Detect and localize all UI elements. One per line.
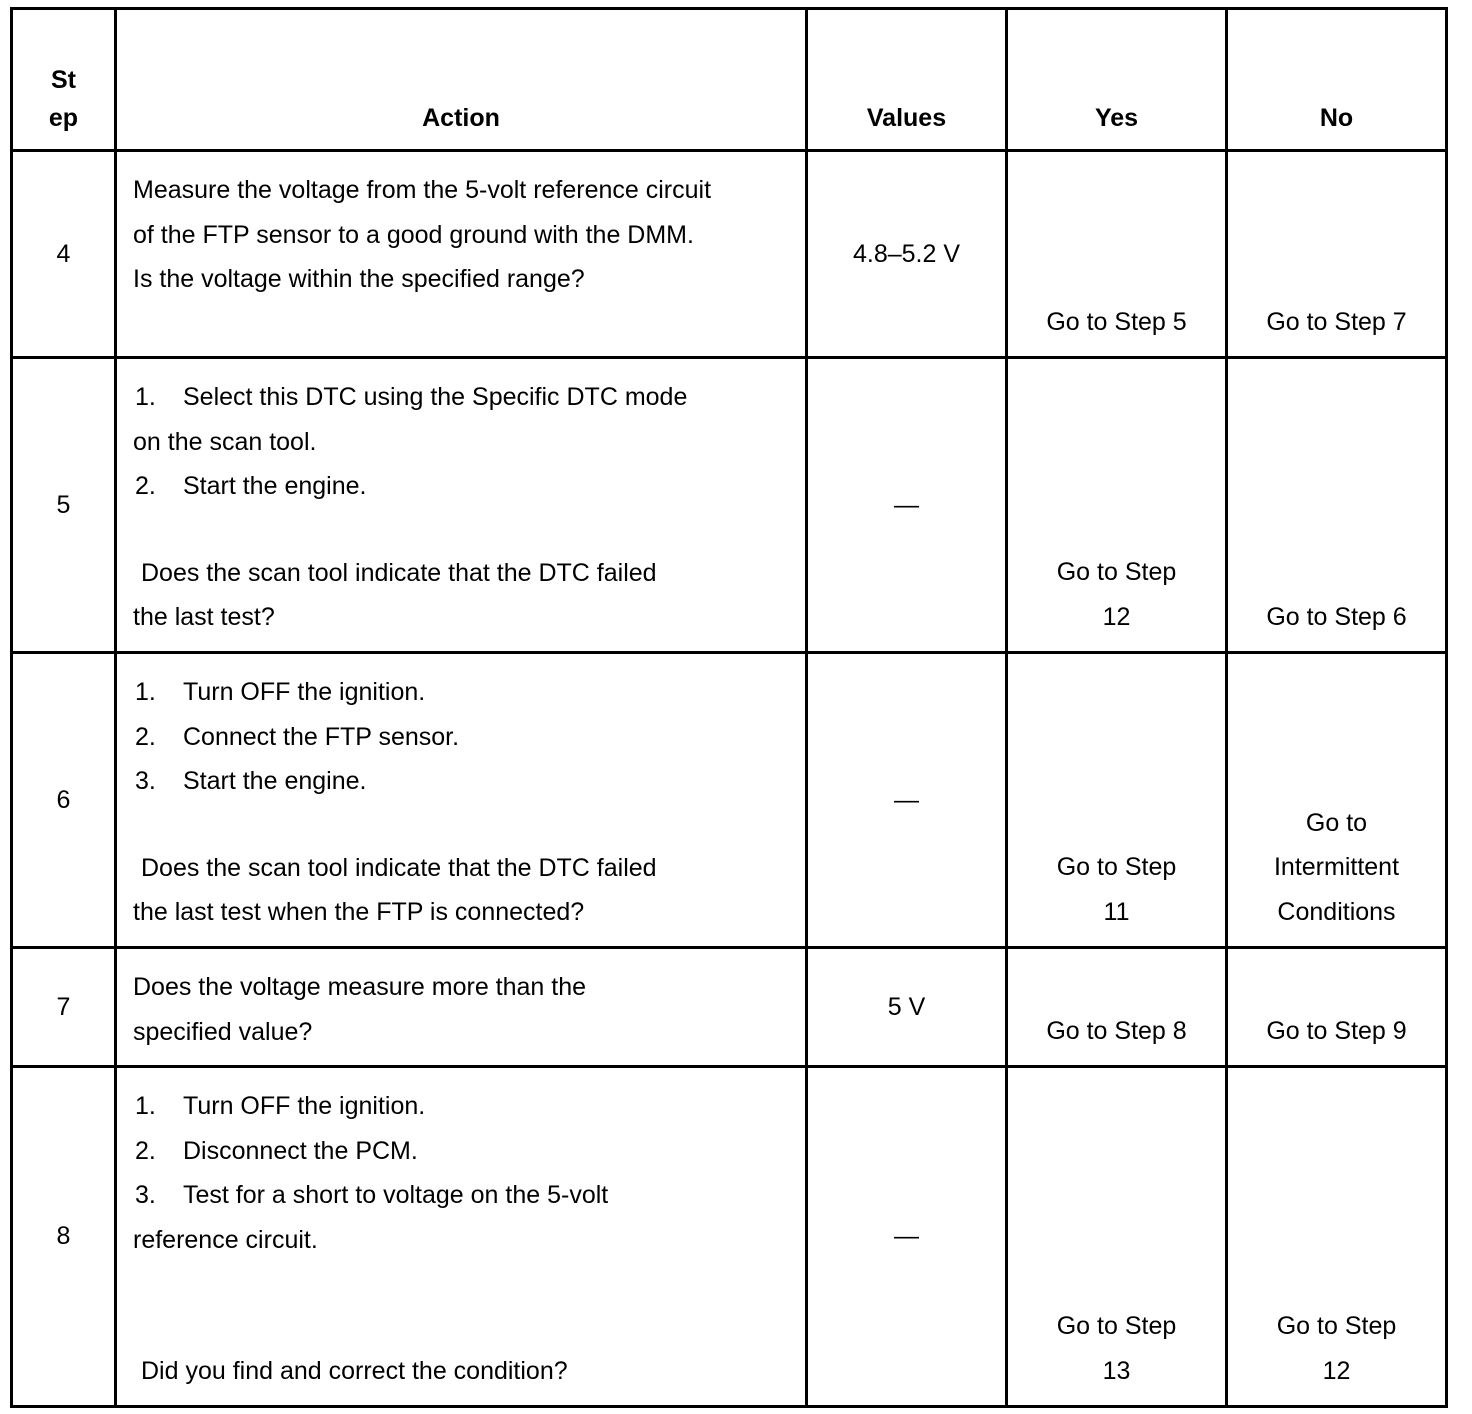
header-values: Values	[807, 9, 1007, 151]
values-cell: —	[807, 653, 1007, 948]
list-item	[133, 464, 793, 509]
yes-line-1: Go to Step	[1056, 558, 1177, 586]
yes-cell: Go to Step 8	[1007, 948, 1227, 1067]
header-step-line-2: ep	[48, 104, 79, 132]
no-cell: Go to Step 6	[1227, 358, 1447, 653]
no-cell	[1227, 653, 1447, 948]
list-number: 2.	[135, 472, 156, 500]
header-step	[12, 9, 116, 151]
header-yes: Yes	[1007, 9, 1227, 151]
header-action: Action	[116, 9, 807, 151]
list-number: 1.	[135, 383, 156, 411]
diagnostic-table	[10, 7, 1448, 1408]
list-item	[133, 1084, 793, 1129]
step-number: 6	[12, 653, 116, 948]
no-line-2: Intermittent	[1273, 853, 1400, 881]
list-item	[133, 1129, 793, 1174]
header-row	[12, 9, 1447, 151]
no-line-3: Conditions	[1277, 897, 1396, 926]
yes-cell	[1007, 358, 1227, 653]
question-text: Did you find and correct the condition?	[141, 1357, 568, 1385]
action-cell	[116, 948, 807, 1067]
step-number: 4	[12, 151, 116, 358]
no-cell: Go to Step 9	[1227, 948, 1447, 1067]
values-cell: 5 V	[807, 948, 1007, 1067]
yes-cell: Go to Step 5	[1007, 151, 1227, 358]
yes-cell	[1007, 1067, 1227, 1407]
action-cell	[116, 358, 807, 653]
action-line-2: specified value?	[133, 1017, 313, 1046]
list-number: 2.	[135, 722, 156, 751]
table-row	[12, 151, 1447, 358]
no-line-1: Go to	[1305, 808, 1368, 837]
list-text: Turn OFF the ignition.	[183, 1092, 426, 1120]
values-cell: —	[807, 358, 1007, 653]
step-number: 7	[12, 948, 116, 1067]
yes-cell	[1007, 653, 1227, 948]
step-number: 8	[12, 1067, 116, 1407]
yes-line-2: 12	[1102, 602, 1131, 631]
list-item	[133, 715, 793, 760]
table-row	[12, 1067, 1447, 1407]
list-number: 3.	[135, 767, 156, 795]
list-text-continued: on the scan tool.	[133, 427, 317, 456]
header-no: No	[1227, 9, 1447, 151]
list-text: Start the engine.	[183, 767, 367, 795]
table-row	[12, 653, 1447, 948]
step-number: 5	[12, 358, 116, 653]
action-line-1: Does the voltage measure more than the	[133, 973, 587, 1001]
question-text: Does the scan tool indicate that the DTC failed	[141, 853, 657, 882]
action-cell	[116, 653, 807, 948]
question-text-continued: the last test?	[133, 603, 275, 631]
yes-line-2: 13	[1102, 1356, 1131, 1385]
list-item	[133, 375, 793, 420]
no-cell: Go to Step 7	[1227, 151, 1447, 358]
list-text: Turn OFF the ignition.	[183, 678, 426, 706]
list-text: Start the engine.	[183, 472, 367, 500]
values-cell: 4.8–5.2 V	[807, 151, 1007, 358]
list-text: Test for a short to voltage on the 5-volt	[183, 1181, 609, 1209]
question-text-continued: the last test when the FTP is connected?	[133, 898, 585, 926]
values-cell: —	[807, 1067, 1007, 1407]
question-text: Does the scan tool indicate that the DTC failed	[141, 558, 657, 587]
action-text: Measure the voltage from the 5-volt reference circuit of the FTP sensor to a good ground with the DMM. Is the voltage within the specified range?	[133, 176, 712, 293]
header-step-line-1: St	[51, 66, 76, 94]
list-text-continued: reference circuit.	[133, 1225, 318, 1254]
no-line-2: 12	[1322, 1356, 1351, 1385]
list-text: Disconnect the PCM.	[183, 1136, 418, 1165]
list-number: 1.	[135, 1092, 156, 1120]
no-line-1: Go to Step	[1276, 1312, 1397, 1340]
list-number: 1.	[135, 678, 156, 706]
yes-line-1: Go to Step	[1056, 853, 1177, 881]
list-text: Select this DTC using the Specific DTC mode	[183, 383, 688, 411]
yes-line-2: 11	[1103, 897, 1130, 926]
list-number: 3.	[135, 1181, 156, 1209]
action-cell	[116, 151, 807, 358]
action-cell	[116, 1067, 807, 1407]
list-text: Connect the FTP sensor.	[183, 722, 460, 751]
list-item	[133, 759, 793, 804]
no-cell	[1227, 1067, 1447, 1407]
table-row	[12, 358, 1447, 653]
list-item	[133, 1173, 793, 1218]
yes-line-1: Go to Step	[1056, 1312, 1177, 1340]
list-number: 2.	[135, 1136, 156, 1165]
list-item	[133, 670, 793, 715]
table-row	[12, 948, 1447, 1067]
